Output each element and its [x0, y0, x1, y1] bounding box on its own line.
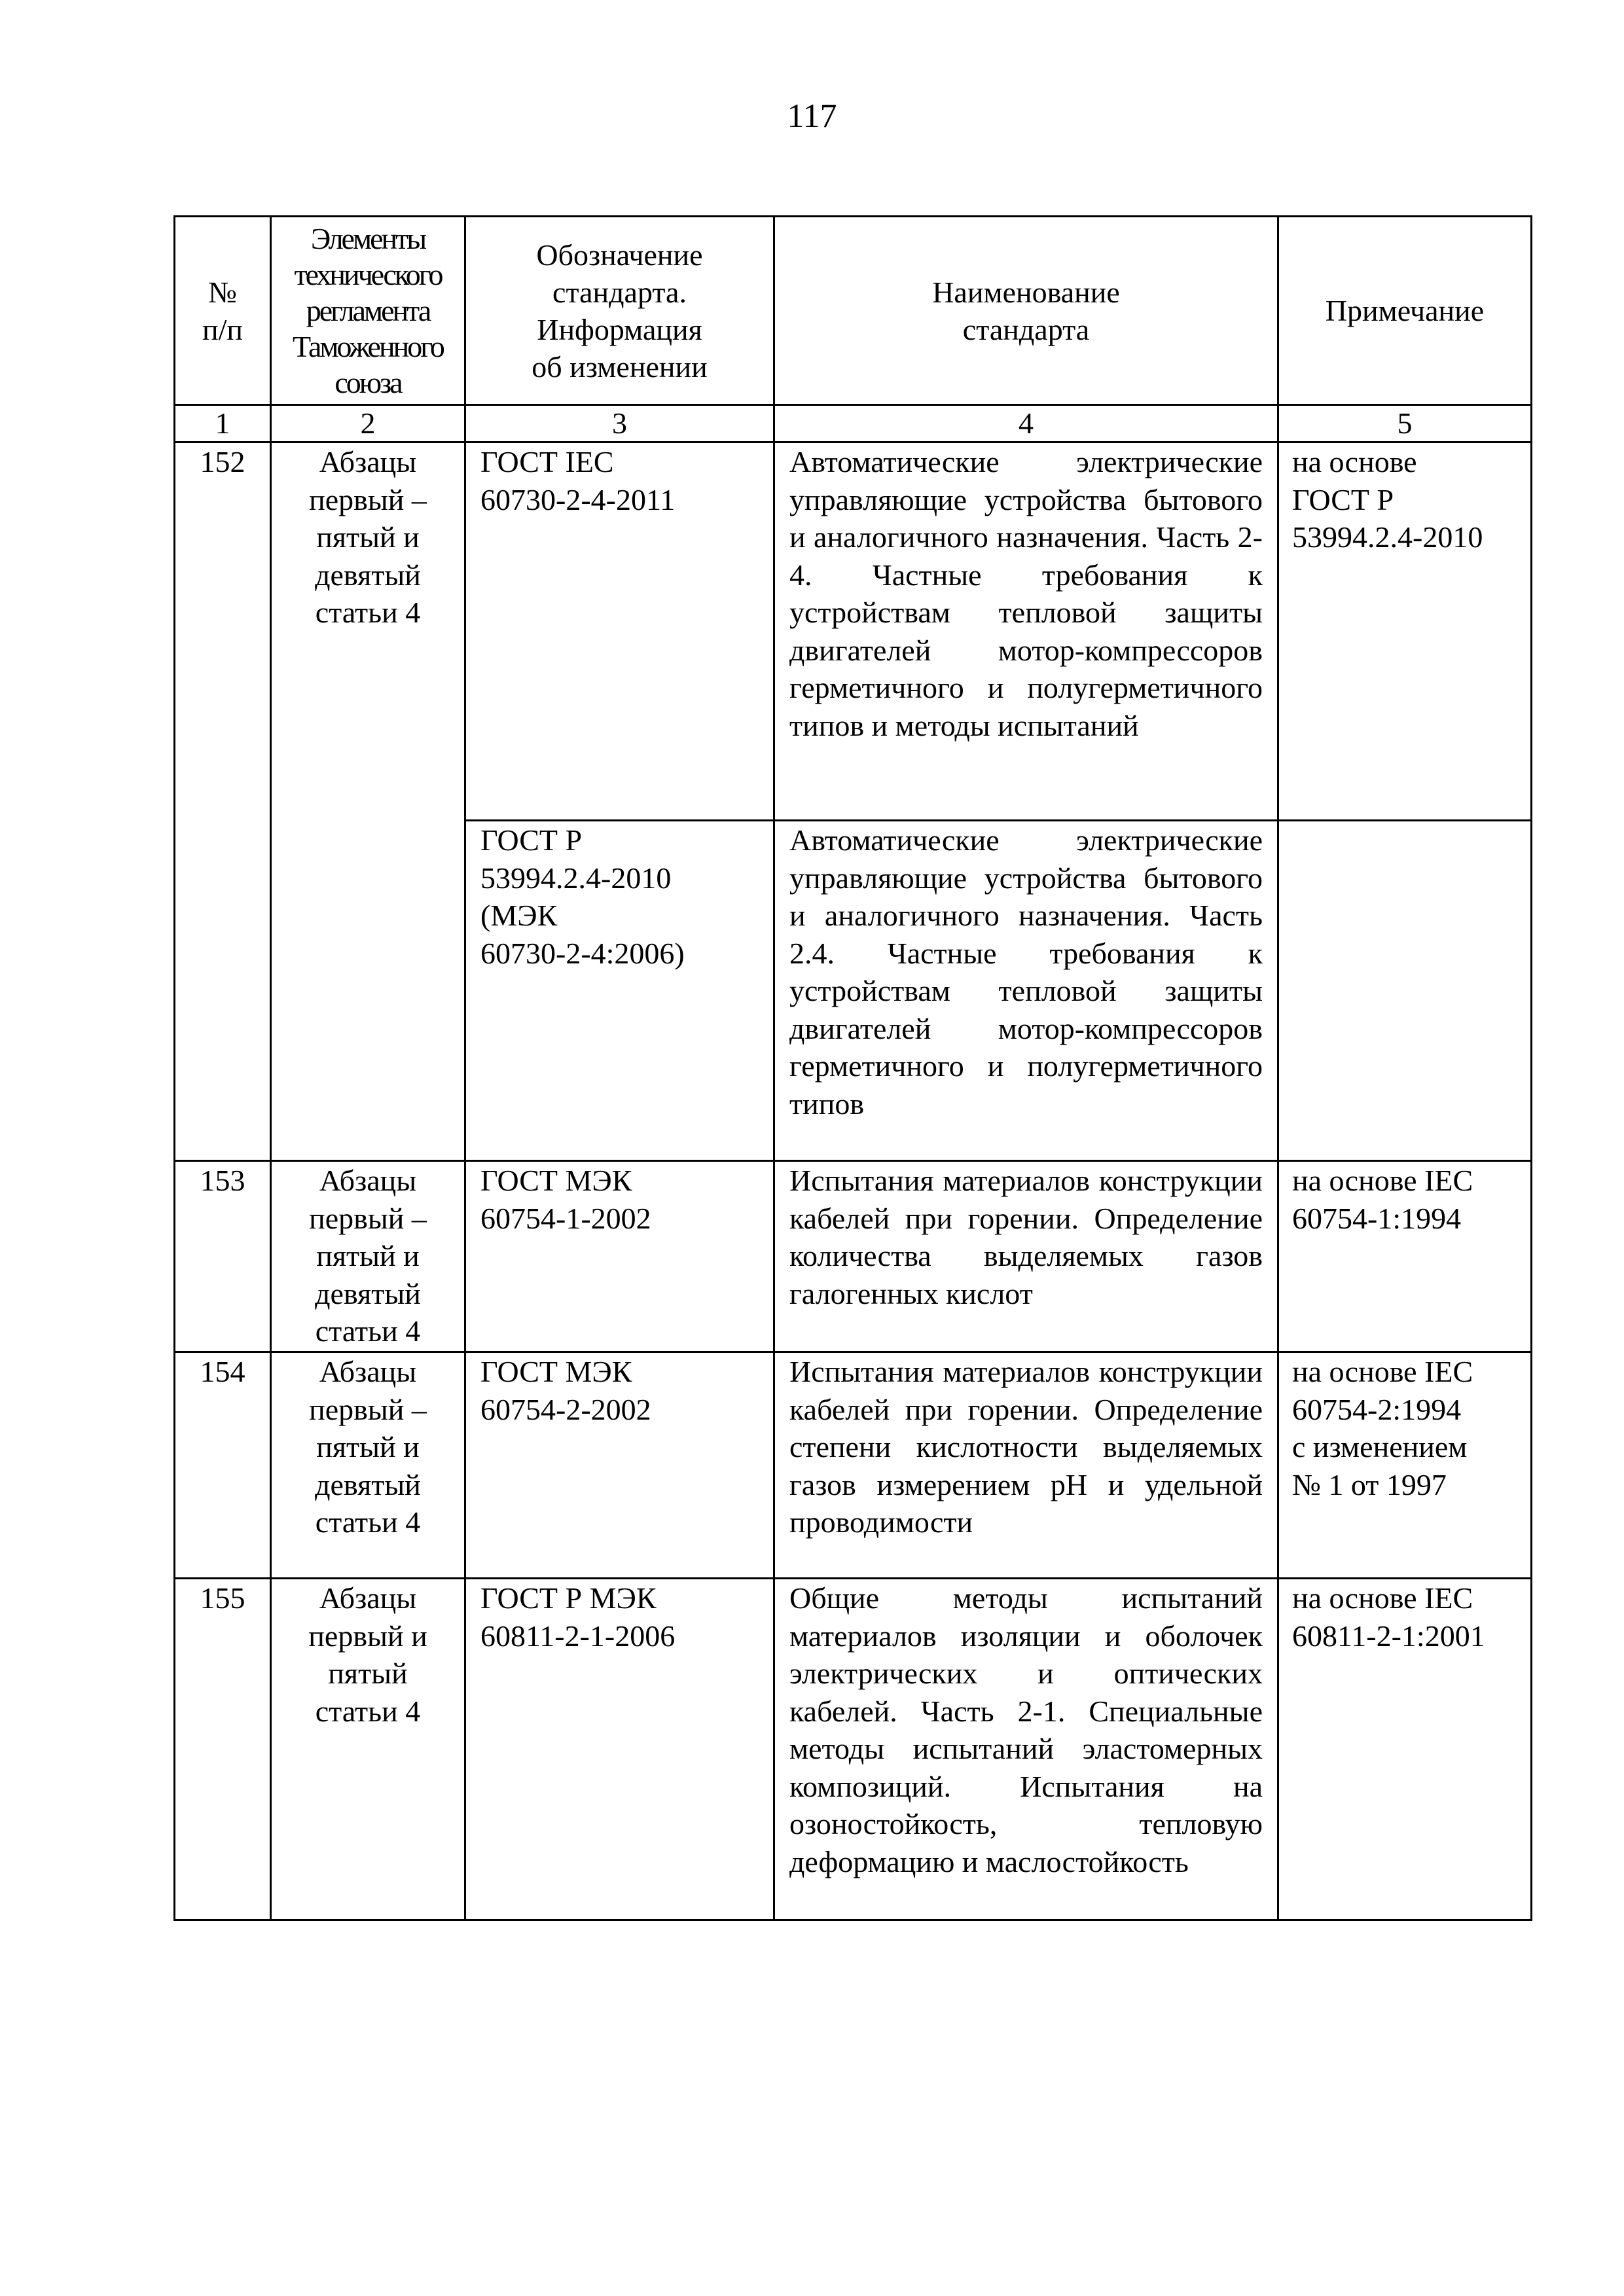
standard-designation: ГОСТ Р МЭК 60811-2-1-2006: [465, 1579, 774, 1920]
table-row: [175, 1161, 1532, 1352]
column-number: 1: [175, 405, 271, 442]
table-row: [175, 1579, 1532, 1920]
page-number: 117: [787, 98, 837, 135]
standard-note: на основе ГОСТ Р 53994.2.4-2010: [1278, 442, 1532, 821]
row-number: 153: [175, 1161, 271, 1352]
standard-note: на основе IEC 60811-2-1:2001: [1278, 1579, 1532, 1920]
standard-note: на основе IEC 60754-2:1994 с изменением № 1 от 1997: [1278, 1352, 1532, 1579]
row-number: 155: [175, 1579, 271, 1920]
standard-name: Автоматические электрические управляющие устройства бытового и аналогичного назначения. Часть 2.4. Частные требования к устройствам тепловой защиты двигателей мотор-компрессоров герметичного и полугерметичного типов: [774, 821, 1278, 1161]
row-number: 152: [175, 442, 271, 1161]
column-number: 2: [271, 405, 465, 442]
header-elements: Элементы технического регламента Таможенного союза: [271, 217, 465, 405]
standard-name: Испытания материалов конструкции кабелей при горении. Определение степени кислотности выделяемых газов измерением pH и удельной проводимости: [774, 1352, 1278, 1579]
column-number: 5: [1278, 405, 1532, 442]
standard-designation: ГОСТ МЭК 60754-2-2002: [465, 1352, 774, 1579]
header-name: Наименование стандарта: [774, 217, 1278, 405]
standard-note: на основе IEC 60754-1:1994: [1278, 1161, 1532, 1352]
standard-name: Общие методы испытаний материалов изоляции и оболочек электрических и оптических кабелей. Часть 2-1. Специальные методы испытаний эластомерных композиций. Испытания на озоностойкость, тепловую деформацию и маслостойкость: [774, 1579, 1278, 1920]
column-number-row: [175, 405, 1532, 442]
column-number: 4: [774, 405, 1278, 442]
standard-name: Автоматические электрические управляющие устройства бытового и аналогичного назначения. Часть 2-4. Частные требования к устройствам тепловой защиты двигателей мотор-компрессоров герметичного и полугерметичного типов и методы испытаний: [774, 442, 1278, 821]
row-number: 154: [175, 1352, 271, 1579]
column-number: 3: [465, 405, 774, 442]
header-note: Примечание: [1278, 217, 1532, 405]
standard-designation: ГОСТ IEC 60730-2-4-2011: [465, 442, 774, 821]
table-row: [175, 1352, 1532, 1579]
header-row: [175, 217, 1532, 405]
table-row: [175, 442, 1532, 821]
row-elements: Абзацы первый – пятый и девятый статьи 4: [271, 1161, 465, 1352]
row-elements: Абзацы первый и пятый статьи 4: [271, 1579, 465, 1920]
standards-table: [173, 215, 1532, 1921]
row-elements: Абзацы первый – пятый и девятый статьи 4: [271, 1352, 465, 1579]
row-elements: Абзацы первый – пятый и девятый статьи 4: [271, 442, 465, 1161]
header-designation: Обозначение стандарта. Информация об изменении: [465, 217, 774, 405]
standard-designation: ГОСТ МЭК 60754-1-2002: [465, 1161, 774, 1352]
standard-designation: ГОСТ Р 53994.2.4-2010 (МЭК 60730-2-4:2006): [465, 821, 774, 1161]
header-number: № п/п: [175, 217, 271, 405]
standard-note: [1278, 821, 1532, 1161]
standard-name: Испытания материалов конструкции кабелей при горении. Определение количества выделяемых газов галогенных кислот: [774, 1161, 1278, 1352]
